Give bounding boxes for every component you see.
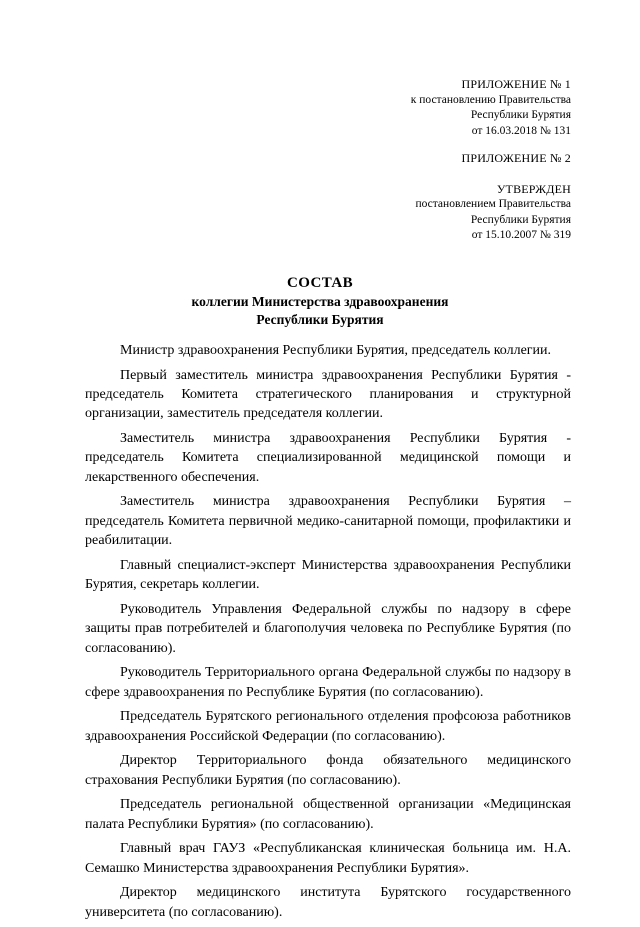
appendix-2-line: Республики Бурятия [470,213,571,226]
member-paragraph: Министр здравоохранения Республики Бурятия, председатель коллегии. [120,343,552,358]
appendix-2-block [415,151,571,244]
member-paragraph: Заместитель министра здравоохранения Республики Бурятия - председатель Комитета специализированной медицинской помощи и лекарственного обеспечения. [85,431,571,485]
member-paragraph: Заместитель министра здравоохранения Республики Бурятия – председатель Комитета первичной медико-санитарной помощи, профилактики и реабилитации. [85,494,571,549]
members-list [85,341,571,927]
heading-subtitle: коллегии Министерства здравоохранения [191,294,449,309]
member-paragraph: Главный врач ГАУЗ «Республиканская клиническая больница им. Н.А. Семашко Министерства здравоохранения Республики Бурятия». [85,841,571,876]
member-paragraph: Руководитель Территориального органа Федеральной службы по надзору в сфере здравоохранения по Республике Бурятия (по согласованию). [85,665,571,700]
appendix-2-title: ПРИЛОЖЕНИЕ № 2 [461,151,571,165]
appendix-1-line: к постановлению Правительства [410,93,571,106]
appendix-2-date: от 15.10.2007 № 319 [471,229,571,241]
member-paragraph: Первый заместитель министра здравоохранения Республики Бурятия - председатель Комитета стратегического планирования и структурной организации, заместитель председателя коллегии. [85,367,571,422]
appendix-2-line: постановлением Правительства [415,198,571,210]
member-paragraph: Председатель Бурятского регионального отделения профсоюза работников здравоохранения Российской Федерации (по согласованию). [85,709,571,744]
approved-label: УТВЕРЖДЕН [496,181,571,196]
appendix-1-block [411,77,571,139]
appendix-1-line: Республики Бурятия [470,109,571,121]
heading-title: СОСТАВ [286,275,353,291]
member-paragraph: Директор Территориального фонда обязательного медицинского страхования Республики Бурятия (по согласованию). [85,753,571,788]
member-paragraph: Председатель региональной общественной организации «Медицинская палата Республики Бурятия» (по согласованию). [85,797,571,832]
document-heading [0,273,640,329]
appendix-1-title: ПРИЛОЖЕНИЕ № 1 [461,77,571,91]
member-paragraph: Директор медицинского института Бурятского государственного университета (по согласованию). [85,885,571,920]
heading-subtitle: Республики Бурятия [256,312,384,327]
member-paragraph: Главный специалист-эксперт Министерства здравоохранения Республики Бурятия, секретарь коллегии. [85,557,571,593]
member-paragraph: Руководитель Управления Федеральной службы по надзору в сфере защиты прав потребителей и благополучия человека по Республике Бурятия (по согласованию). [85,601,571,656]
appendix-1-date: от 16.03.2018 № 131 [471,124,571,137]
